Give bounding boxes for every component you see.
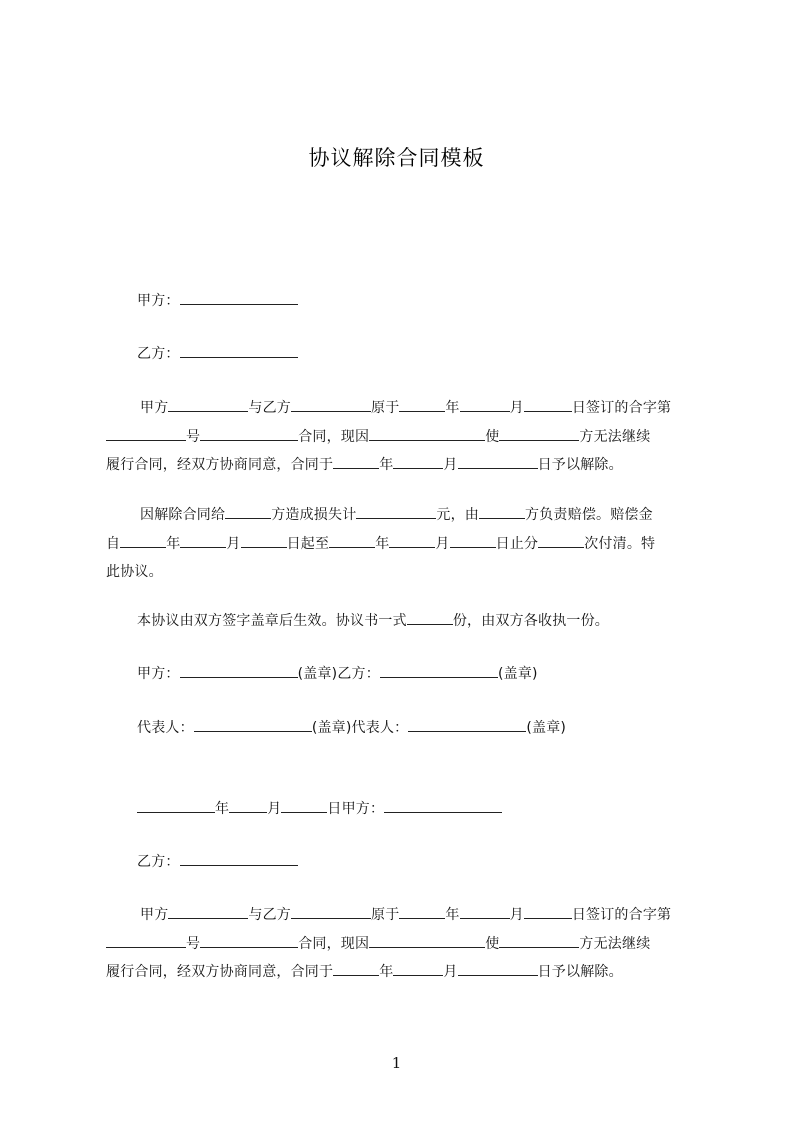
blank-field[interactable]	[393, 454, 443, 469]
clause-text: 日止分	[495, 536, 539, 552]
clause-text: 日签订的合字第	[571, 907, 672, 923]
blank-field[interactable]	[389, 533, 435, 548]
clause-text: 元，由	[436, 507, 480, 523]
clause-text: 日起至	[286, 536, 330, 552]
party-b-line	[137, 342, 737, 366]
representative-label: 代表人：	[351, 720, 409, 736]
blank-field[interactable]	[329, 533, 375, 548]
representative-blank[interactable]	[408, 717, 526, 732]
party-b-label: 乙方：	[137, 854, 180, 870]
blank-field[interactable]	[479, 504, 525, 519]
seal-label: (盖章)	[297, 666, 338, 682]
blank-field[interactable]	[458, 961, 538, 976]
clause-text: 与乙方	[248, 907, 292, 923]
clause-text: 年	[445, 907, 460, 923]
clause-text: 号	[186, 936, 201, 952]
clause1-line2	[106, 425, 706, 449]
clause-text: 原于	[371, 907, 400, 923]
clause-text: 甲方	[140, 907, 169, 923]
party-a-blank[interactable]	[384, 798, 502, 813]
clause1-repeat-line3	[106, 960, 706, 984]
clause2-line3	[106, 560, 706, 584]
party-a-sign-label: 甲方：	[137, 666, 180, 682]
blank-field[interactable]	[120, 533, 166, 548]
day-blank[interactable]	[281, 798, 327, 813]
blank-field[interactable]	[460, 904, 510, 919]
blank-field[interactable]	[291, 904, 371, 919]
blank-field[interactable]	[200, 426, 298, 441]
blank-field[interactable]	[450, 533, 496, 548]
blank-field[interactable]	[524, 397, 572, 412]
blank-field[interactable]	[106, 426, 186, 441]
blank-field[interactable]	[241, 533, 287, 548]
clause-text: 月	[443, 964, 458, 980]
date-line	[137, 797, 737, 821]
clause-text: 使	[485, 936, 500, 952]
blank-field[interactable]	[168, 397, 248, 412]
clause-text: 日甲方：	[327, 801, 385, 817]
blank-field[interactable]	[333, 961, 379, 976]
blank-field[interactable]	[499, 426, 579, 441]
clause-text: 年	[215, 801, 230, 817]
clause-text: 方造成损失计	[271, 507, 357, 523]
blank-field[interactable]	[460, 397, 510, 412]
clause-text: 号	[186, 429, 201, 445]
party-b-blank[interactable]	[180, 343, 298, 358]
blank-field[interactable]	[106, 933, 186, 948]
clause-text: 月	[267, 801, 282, 817]
party-b-blank[interactable]	[180, 851, 298, 866]
clause-text: 原于	[371, 400, 400, 416]
clause-text: 合同，现因	[298, 936, 370, 952]
seal-label: (盖章)	[311, 720, 352, 736]
blank-field[interactable]	[369, 933, 485, 948]
clause-text: 方负责赔偿。赔偿金	[525, 507, 653, 523]
blank-field[interactable]	[407, 610, 453, 625]
blank-field[interactable]	[369, 426, 485, 441]
clause-text: 年	[379, 964, 394, 980]
clause-text: 方无法继续	[579, 936, 651, 952]
clause-text: 甲方	[140, 400, 169, 416]
clause-text: 此协议。	[106, 564, 163, 580]
blank-field[interactable]	[538, 533, 584, 548]
page-number: 1	[391, 1054, 402, 1072]
party-a-sign-blank[interactable]	[180, 663, 298, 678]
clause-text: 年	[375, 536, 390, 552]
clause-text: 方无法继续	[579, 429, 651, 445]
party-b-line-2	[137, 850, 737, 874]
blank-field[interactable]	[499, 933, 579, 948]
blank-field[interactable]	[393, 961, 443, 976]
blank-field[interactable]	[458, 454, 538, 469]
clause1-repeat-line2	[106, 932, 706, 956]
clause-text: 日予以解除。	[537, 457, 623, 473]
clause3-line	[137, 609, 737, 633]
blank-field[interactable]	[399, 904, 445, 919]
party-a-blank[interactable]	[180, 290, 298, 305]
blank-field[interactable]	[200, 933, 298, 948]
clause-text: 日予以解除。	[537, 964, 623, 980]
blank-field[interactable]	[225, 504, 271, 519]
seal-label: (盖章)	[497, 666, 538, 682]
clause-text: 年	[445, 400, 460, 416]
clause-text: 使	[485, 429, 500, 445]
representative-label: 代表人：	[137, 720, 194, 736]
blank-field[interactable]	[399, 397, 445, 412]
clause-text: 本协议由双方签字盖章后生效。协议书一式	[137, 613, 407, 629]
clause2-line2	[106, 532, 706, 556]
blank-field[interactable]	[168, 904, 248, 919]
clause-text: 履行合同，经双方协商同意，合同于	[106, 964, 334, 980]
blank-field[interactable]	[180, 533, 226, 548]
clause-text: 与乙方	[248, 400, 292, 416]
clause-text: 年	[379, 457, 394, 473]
party-a-label: 甲方：	[137, 293, 180, 309]
seal-label: (盖章)	[526, 720, 567, 736]
signature-line-parties	[137, 662, 737, 686]
clause-text: 月	[443, 457, 458, 473]
month-blank[interactable]	[229, 798, 267, 813]
signature-line-representatives	[137, 716, 737, 740]
clause1-repeat-line1	[140, 903, 740, 927]
party-b-label: 乙方：	[137, 346, 180, 362]
party-b-sign-label: 乙方：	[337, 666, 380, 682]
clause1-line1	[140, 396, 740, 420]
blank-field[interactable]	[291, 397, 371, 412]
party-a-line	[137, 289, 737, 313]
clause-text: 履行合同，经双方协商同意，合同于	[106, 457, 334, 473]
party-b-sign-blank[interactable]	[380, 663, 498, 678]
clause-text: 年	[166, 536, 181, 552]
clause-text: 自	[106, 536, 121, 552]
clause-text: 月	[509, 907, 524, 923]
year-blank[interactable]	[137, 798, 215, 813]
blank-field[interactable]	[524, 904, 572, 919]
clause-text: 月	[435, 536, 450, 552]
representative-blank[interactable]	[194, 717, 312, 732]
clause-text: 因解除合同给	[140, 507, 226, 523]
clause1-line3	[106, 453, 706, 477]
clause-text: 合同，现因	[298, 429, 370, 445]
clause-text: 份，由双方各收执一份。	[452, 613, 610, 629]
clause-text: 月	[226, 536, 241, 552]
blank-field[interactable]	[356, 504, 436, 519]
clause-text: 月	[509, 400, 524, 416]
document-title: 协议解除合同模板	[308, 146, 485, 170]
blank-field[interactable]	[333, 454, 379, 469]
clause-text: 次付清。特	[584, 536, 656, 552]
clause2-line1	[140, 503, 740, 527]
clause-text: 日签订的合字第	[571, 400, 672, 416]
